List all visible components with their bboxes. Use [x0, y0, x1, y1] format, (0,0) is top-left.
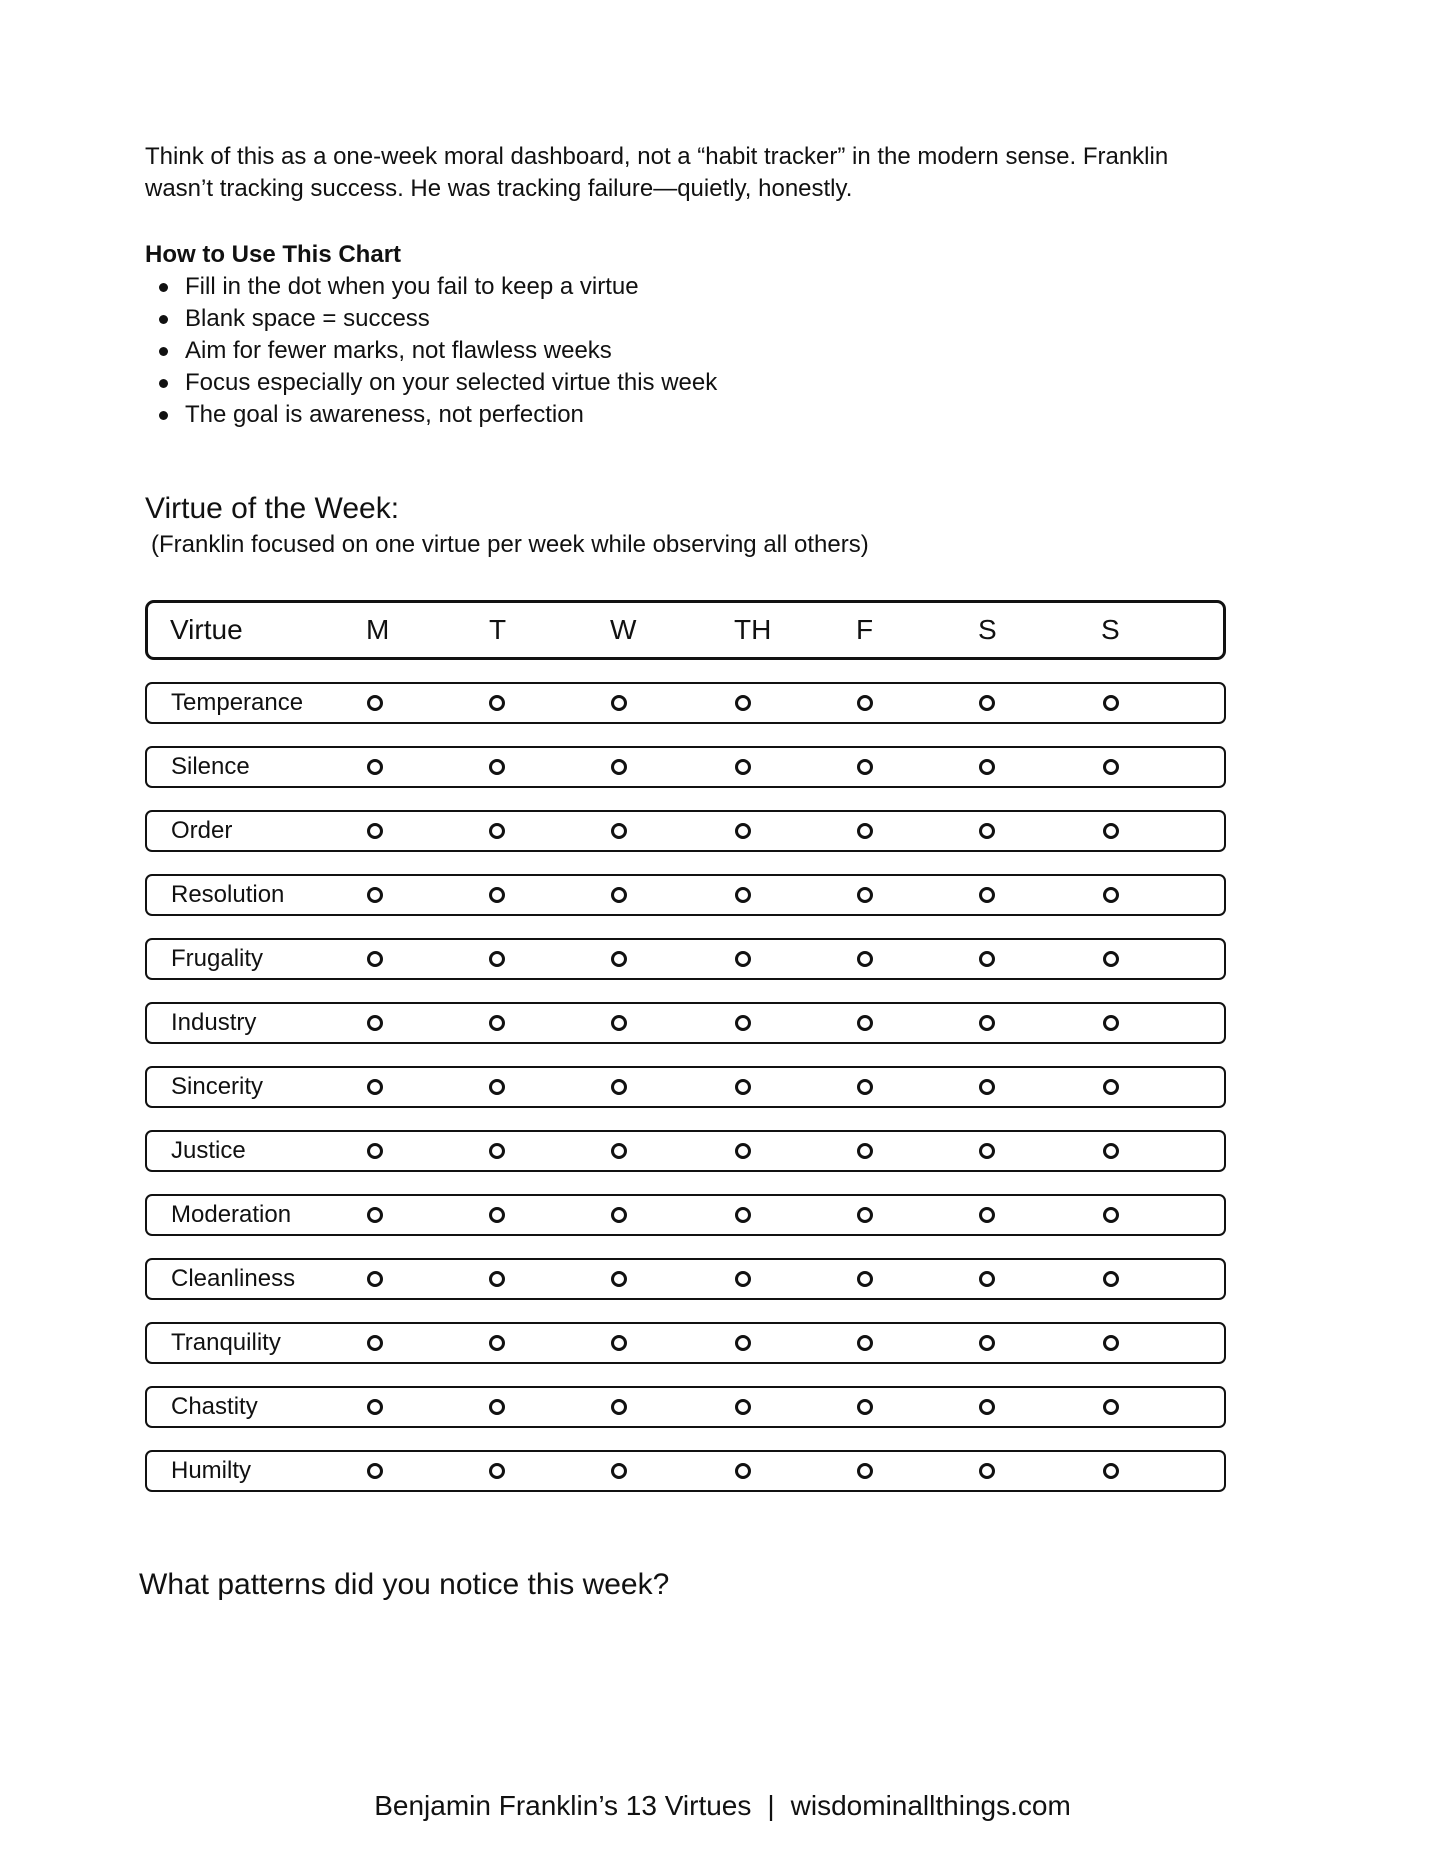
virtue-label: Industry: [171, 1009, 257, 1036]
how-to-item-text: The goal is awareness, not perfection: [185, 401, 584, 428]
how-to-item-text: Blank space = success: [185, 305, 430, 332]
day-dot-s-6[interactable]: [979, 1335, 995, 1351]
day-dot-w-3[interactable]: [611, 1207, 627, 1223]
header-tuesday: T: [489, 614, 507, 645]
how-to-list: [145, 271, 717, 431]
how-to-item-text: Aim for fewer marks, not flawless weeks: [185, 337, 612, 364]
day-dot-s-6[interactable]: [979, 1015, 995, 1031]
day-dot-t-2[interactable]: [489, 1143, 505, 1159]
day-dot-s-6[interactable]: [979, 823, 995, 839]
virtue-label: Order: [171, 817, 233, 844]
day-dot-th-4[interactable]: [735, 1015, 751, 1031]
virtue-row: [145, 1002, 1226, 1044]
virtue-row: [145, 1450, 1226, 1492]
virtue-row: [145, 1130, 1226, 1172]
day-dot-f-5[interactable]: [857, 1015, 873, 1031]
header-monday: M: [366, 614, 390, 645]
day-dot-th-4[interactable]: [735, 1207, 751, 1223]
day-dot-s-7[interactable]: [1103, 823, 1119, 839]
virtue-row: [145, 1322, 1226, 1364]
day-dot-w-3[interactable]: [611, 1463, 627, 1479]
day-dot-s-7[interactable]: [1103, 1207, 1119, 1223]
virtue-of-week-subtitle: (Franklin focused on one virtue per week while observing all others): [151, 531, 869, 558]
day-dot-t-2[interactable]: [489, 887, 505, 903]
day-dot-m-1[interactable]: [367, 695, 383, 711]
day-dot-th-4[interactable]: [735, 1399, 751, 1415]
day-dot-f-5[interactable]: [857, 1079, 873, 1095]
day-dot-s-7[interactable]: [1103, 1271, 1119, 1287]
day-dot-s-7[interactable]: [1103, 1399, 1119, 1415]
bullet-icon: [159, 315, 168, 324]
day-dot-w-3[interactable]: [611, 887, 627, 903]
day-dot-f-5[interactable]: [857, 823, 873, 839]
day-dot-f-5[interactable]: [857, 1463, 873, 1479]
bullet-icon: [159, 283, 168, 292]
virtue-label: Humilty: [171, 1457, 252, 1484]
day-dot-w-3[interactable]: [611, 823, 627, 839]
day-dot-m-1[interactable]: [367, 1143, 383, 1159]
day-dot-t-2[interactable]: [489, 951, 505, 967]
day-dot-s-7[interactable]: [1103, 1463, 1119, 1479]
virtue-of-week-title: Virtue of the Week:: [145, 492, 400, 525]
day-dot-t-2[interactable]: [489, 1015, 505, 1031]
virtue-row: [145, 1258, 1226, 1300]
day-dot-w-3[interactable]: [611, 1399, 627, 1415]
day-dot-m-1[interactable]: [367, 759, 383, 775]
day-dot-t-2[interactable]: [489, 1463, 505, 1479]
day-dot-w-3[interactable]: [611, 1015, 627, 1031]
day-dot-th-4[interactable]: [735, 887, 751, 903]
day-dot-s-6[interactable]: [979, 759, 995, 775]
virtue-row: [145, 810, 1226, 852]
day-dot-s-6[interactable]: [979, 951, 995, 967]
day-dot-th-4[interactable]: [735, 823, 751, 839]
how-to-title: How to Use This Chart: [145, 241, 402, 268]
day-dot-f-5[interactable]: [857, 695, 873, 711]
day-dot-f-5[interactable]: [857, 1335, 873, 1351]
how-to-item: [145, 399, 717, 431]
day-dot-f-5[interactable]: [857, 887, 873, 903]
virtue-row: [145, 1194, 1226, 1236]
intro-line-1: Think of this as a one-week moral dashboard, not a “habit tracker” in the modern sense. Franklin: [145, 143, 1169, 170]
day-dot-t-2[interactable]: [489, 1207, 505, 1223]
day-dot-f-5[interactable]: [857, 1399, 873, 1415]
day-dot-t-2[interactable]: [489, 1079, 505, 1095]
how-to-item: [145, 335, 717, 367]
day-dot-m-1[interactable]: [367, 1015, 383, 1031]
day-dot-th-4[interactable]: [735, 1079, 751, 1095]
day-dot-s-7[interactable]: [1103, 951, 1119, 967]
day-dot-t-2[interactable]: [489, 1399, 505, 1415]
bullet-icon: [159, 347, 168, 356]
virtue-label: Moderation: [171, 1201, 292, 1228]
day-dot-w-3[interactable]: [611, 759, 627, 775]
virtue-row: [145, 874, 1226, 916]
day-dot-f-5[interactable]: [857, 1207, 873, 1223]
day-dot-m-1[interactable]: [367, 1271, 383, 1287]
day-dot-w-3[interactable]: [611, 951, 627, 967]
virtue-label: Silence: [171, 753, 250, 780]
day-dot-s-7[interactable]: [1103, 1143, 1119, 1159]
virtue-row: [145, 938, 1226, 980]
day-dot-s-6[interactable]: [979, 1463, 995, 1479]
day-dot-m-1[interactable]: [367, 951, 383, 967]
day-dot-th-4[interactable]: [735, 1143, 751, 1159]
virtue-label: Tranquility: [171, 1329, 281, 1356]
virtue-label: Cleanliness: [171, 1265, 296, 1292]
day-dot-s-7[interactable]: [1103, 887, 1119, 903]
day-dot-th-4[interactable]: [735, 695, 751, 711]
virtue-row: [145, 746, 1226, 788]
day-dot-s-6[interactable]: [979, 1399, 995, 1415]
virtue-label: Justice: [171, 1137, 246, 1164]
intro-line-2: wasn’t tracking success. He was tracking failure—quietly, honestly.: [145, 175, 853, 202]
day-dot-w-3[interactable]: [611, 1271, 627, 1287]
day-dot-t-2[interactable]: [489, 1271, 505, 1287]
header-thursday: TH: [734, 614, 772, 645]
how-to-item: [145, 367, 717, 399]
virtue-row: [145, 682, 1226, 724]
virtue-row: [145, 1386, 1226, 1428]
day-dot-w-3[interactable]: [611, 1335, 627, 1351]
day-dot-th-4[interactable]: [735, 1271, 751, 1287]
footer-title: Benjamin Franklin’s 13 Virtues: [374, 1790, 752, 1821]
day-dot-s-7[interactable]: [1103, 759, 1119, 775]
day-dot-m-1[interactable]: [367, 1335, 383, 1351]
intro-paragraph: [145, 141, 1255, 205]
day-dot-f-5[interactable]: [857, 1143, 873, 1159]
virtue-label: Frugality: [171, 945, 264, 972]
day-dot-s-6[interactable]: [979, 1207, 995, 1223]
how-to-item: [145, 271, 717, 303]
how-to-item-text: Focus especially on your selected virtue this week: [185, 369, 718, 396]
day-dot-m-1[interactable]: [367, 1399, 383, 1415]
day-dot-s-6[interactable]: [979, 1079, 995, 1095]
how-to-item-text: Fill in the dot when you fail to keep a virtue: [185, 273, 639, 300]
day-dot-s-7[interactable]: [1103, 1335, 1119, 1351]
day-dot-t-2[interactable]: [489, 823, 505, 839]
day-dot-s-6[interactable]: [979, 1271, 995, 1287]
day-dot-th-4[interactable]: [735, 759, 751, 775]
bullet-icon: [159, 379, 168, 388]
virtue-row: [145, 1066, 1226, 1108]
day-dot-w-3[interactable]: [611, 1079, 627, 1095]
header-saturday: S: [978, 614, 997, 645]
day-dot-th-4[interactable]: [735, 1463, 751, 1479]
day-dot-t-2[interactable]: [489, 759, 505, 775]
day-dot-s-7[interactable]: [1103, 1079, 1119, 1095]
day-dot-s-7[interactable]: [1103, 695, 1119, 711]
day-dot-th-4[interactable]: [735, 951, 751, 967]
chart-header-row: [145, 600, 1226, 660]
day-dot-m-1[interactable]: [367, 1207, 383, 1223]
day-dot-s-6[interactable]: [979, 887, 995, 903]
day-dot-f-5[interactable]: [857, 759, 873, 775]
day-dot-f-5[interactable]: [857, 951, 873, 967]
virtue-label: Temperance: [171, 689, 304, 716]
footer-separator: |: [767, 1790, 775, 1821]
footer-site: wisdominallthings.com: [790, 1790, 1071, 1821]
day-dot-m-1[interactable]: [367, 823, 383, 839]
day-dot-w-3[interactable]: [611, 1143, 627, 1159]
day-dot-s-7[interactable]: [1103, 1015, 1119, 1031]
footer: [0, 1788, 1445, 1824]
virtue-label: Resolution: [171, 881, 285, 908]
day-dot-f-5[interactable]: [857, 1271, 873, 1287]
virtue-label: Sincerity: [171, 1073, 264, 1100]
header-friday: F: [856, 614, 874, 645]
day-dot-m-1[interactable]: [367, 1079, 383, 1095]
header-sunday: S: [1101, 614, 1120, 645]
reflection-question: What patterns did you notice this week?: [139, 1568, 670, 1601]
bullet-icon: [159, 411, 168, 420]
how-to-item: [145, 303, 717, 335]
virtue-label: Chastity: [171, 1393, 258, 1420]
day-dot-s-6[interactable]: [979, 695, 995, 711]
day-dot-m-1[interactable]: [367, 1463, 383, 1479]
header-virtue: Virtue: [170, 614, 243, 645]
day-dot-t-2[interactable]: [489, 1335, 505, 1351]
day-dot-t-2[interactable]: [489, 695, 505, 711]
day-dot-m-1[interactable]: [367, 887, 383, 903]
day-dot-th-4[interactable]: [735, 1335, 751, 1351]
header-wednesday: W: [610, 614, 637, 645]
day-dot-s-6[interactable]: [979, 1143, 995, 1159]
virtue-chart: [145, 600, 1226, 1492]
day-dot-w-3[interactable]: [611, 695, 627, 711]
